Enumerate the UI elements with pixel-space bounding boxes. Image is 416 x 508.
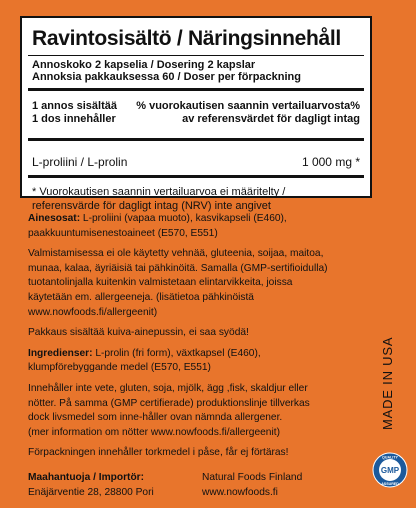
- importer-label: Maahantuoja / Importör:: [28, 472, 145, 483]
- desiccant-warning-sv: Förpackningen innehåller torkmedel i påse, får ej förtäras!: [28, 447, 289, 459]
- seal-bottom-text: ASSURED: [381, 482, 399, 486]
- nutrient-value: 1 000 mg *: [301, 155, 360, 169]
- per-serving-header: 1 annos sisältää 1 dos innehåller: [32, 100, 117, 125]
- divider-thick: [28, 175, 364, 178]
- nutrient-name: L-proliini / L-prolin: [32, 155, 128, 169]
- divider-thick: [28, 138, 364, 141]
- seal-top-text: QUALITY: [382, 455, 398, 460]
- seal-center-text: GMP: [380, 466, 400, 475]
- made-in-usa-text: MADE IN USA: [380, 336, 395, 430]
- importer-website: www.nowfoods.fi: [202, 487, 278, 498]
- serving-info: Annoskoko 2 kapselia / Dosering 2 kapslar Annoksia pakkauksessa 60 / Doser per förpackning: [32, 59, 302, 83]
- label-body-text: Ainesosat: L-proliini (vapaa muoto), kasvikapseli (E460), paakkuuntumisenestoaineet (E570, E551) Valmistamisessa ei ole käytetty vehnää, gluteenia, soijaa, maitoa, munaa, kalaa, äyriäisiä tai pähkinöitä. Samalla (GMP-sertifioidulla) tuotantolinjalla kuitenkin valmistetaan elintarvikkeita, joissa käytetään em. allergeeneja. (lisätietoa pähkinöistä www.nowfoods.fi/allergeenit) Pakkaus sisältää kuiva-ainepussin, ei saa syödä! Ingredienser: L-prolin (fri form), växtkapsel (E460), klumpförebyggande medel (E570, E551) Innehåller inte vete, gluten, soja, mjölk, ägg ,fisk, skaldjur eller nötter. På samma (GMP certifierade) produktionslinje tillverkas dock livsmedel som inne-håller ovan nämnda allergener. (mer information om nötter www.nowfoods.fi/allergeenit) Förpackningen innehåller torkmedel i påse, får ej förtäras!: [28, 206, 363, 467]
- importer-address: Enäjärventie 28, 28800 Pori: [28, 487, 154, 498]
- panel-title: Ravintosisältö / Näringsinnehåll: [32, 27, 341, 50]
- nutrition-facts-panel: [20, 16, 372, 212]
- importer-name: Natural Foods Finland: [202, 472, 303, 483]
- divider: [28, 55, 364, 56]
- desiccant-warning-fi: Pakkaus sisältää kuiva-ainepussin, ei saa syödä!: [28, 327, 249, 339]
- importer-info: [28, 470, 358, 500]
- reference-intake-header: % vuorokautisen saannin vertailuarvosta% av referensvärdet för dagligt intag: [136, 100, 360, 125]
- gmp-quality-seal-icon: [372, 452, 408, 488]
- footnote: * Vuorokautisen saannin vertailuarvoa ei määritelty / referensvärde för dagligt intag (NRV) inte angivet: [32, 186, 286, 212]
- divider-thick: [28, 88, 364, 91]
